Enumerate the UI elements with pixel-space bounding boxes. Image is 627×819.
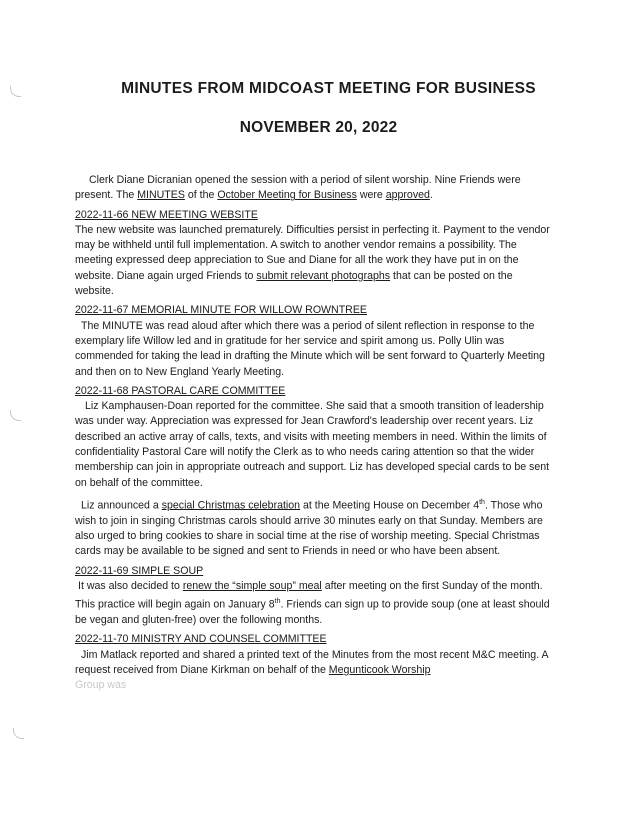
- document-date: NOVEMBER 20, 2022: [239, 119, 398, 136]
- soup-paragraph: It was also decided to renew the “simple soup” meal after meeting on the first Sunday of the month. This practice will begin again on January 8th. Friends can sign up to provide soup (one at least should be vegan and gluten-free) over the following months.: [75, 579, 550, 627]
- section-heading-memorial: 2022-11-67 MEMORIAL MINUTE FOR WILLOW ROWNTREE: [75, 304, 367, 317]
- minutes-body: [75, 173, 553, 694]
- section-heading-website: 2022-11-66 NEW MEETING WEBSITE: [75, 208, 258, 221]
- submit-photographs-link[interactable]: submit relevant photographs: [256, 269, 391, 282]
- ministry-paragraph: Jim Matlack reported and shared a printed text of the Minutes from the most recent M&C meeting. A request received from Diane Kirkman on behalf of the Megunticook Worship: [75, 648, 548, 676]
- cutoff-line: Group was: [75, 679, 127, 692]
- document-title: MINUTES FROM MIDCOAST MEETING FOR BUSINESS: [121, 80, 536, 97]
- section-heading-pastoral: 2022-11-68 PASTORAL CARE COMMITTEE: [75, 384, 286, 397]
- scan-mark: [13, 728, 24, 739]
- section-heading-ministry: 2022-11-70 MINISTRY AND COUNSEL COMMITTEE: [75, 633, 327, 646]
- approved-link[interactable]: approved: [385, 189, 430, 202]
- pastoral-paragraph-2: Liz announced a special Christmas celebration at the Meeting House on December 4th. Those who wish to join in singing Christmas carols should arrive 30 minutes early on that Sunday. Members are also urged to bring cookies to share in social time at the rise of worship meeting. Special Christmas cards may be available to be signed and sent to Friends in need or who have been absent.: [75, 498, 543, 558]
- pastoral-paragraph-1: Liz Kamphausen-Doan reported for the committee. She said that a smooth transition of leadership was under way. Appreciation was expressed for Jean Crawford's leadership over recent years. Liz described an active array of calls, texts, and visits with meeting members in need. Within the limits of confidentiality Pastoral Care will notify the Clerk as to who needs caring attention so that the wider membership can join in appropriate outreach and support. Liz has developed special cards to be sent on behalf of the committee.: [75, 400, 550, 489]
- simple-soup-link[interactable]: renew the “simple soup” meal: [182, 579, 322, 592]
- megunticook-worship-link[interactable]: Megunticook Worship: [328, 663, 431, 676]
- website-paragraph: The new website was launched prematurely. Difficulties persist in perfecting it. Payment to the vendor may be withheld until full implementation. A switch to another vendor remains a possibility. The meeting expressed deep appreciation to Sue and Diane for all the work they have put in on the website. Diane again urged Friends to submit relevant photographs that can be posted on the website.: [75, 223, 550, 298]
- christmas-celebration-link[interactable]: special Christmas celebration: [161, 499, 301, 512]
- scan-mark: [10, 410, 21, 421]
- memorial-paragraph: The MINUTE was read aloud after which there was a period of silent reflection in response to the exemplary life Willow led and in gratitude for her service and spirit among us. Polly Ulin was commended for taking the lead in drafting the Minute which will be sent forward to Quarterly Meeting and then on to New England Yearly Meeting.: [75, 319, 545, 378]
- section-heading-soup: 2022-11-69 SIMPLE SOUP: [75, 564, 204, 577]
- minutes-link[interactable]: MINUTES: [137, 189, 185, 202]
- intro-paragraph: Clerk Diane Dicranian opened the session with a period of silent worship. Nine Friends were present. The MINUTES of the October Meeting for Business were approved.: [75, 174, 521, 202]
- october-meeting-link[interactable]: October Meeting for Business: [217, 189, 357, 202]
